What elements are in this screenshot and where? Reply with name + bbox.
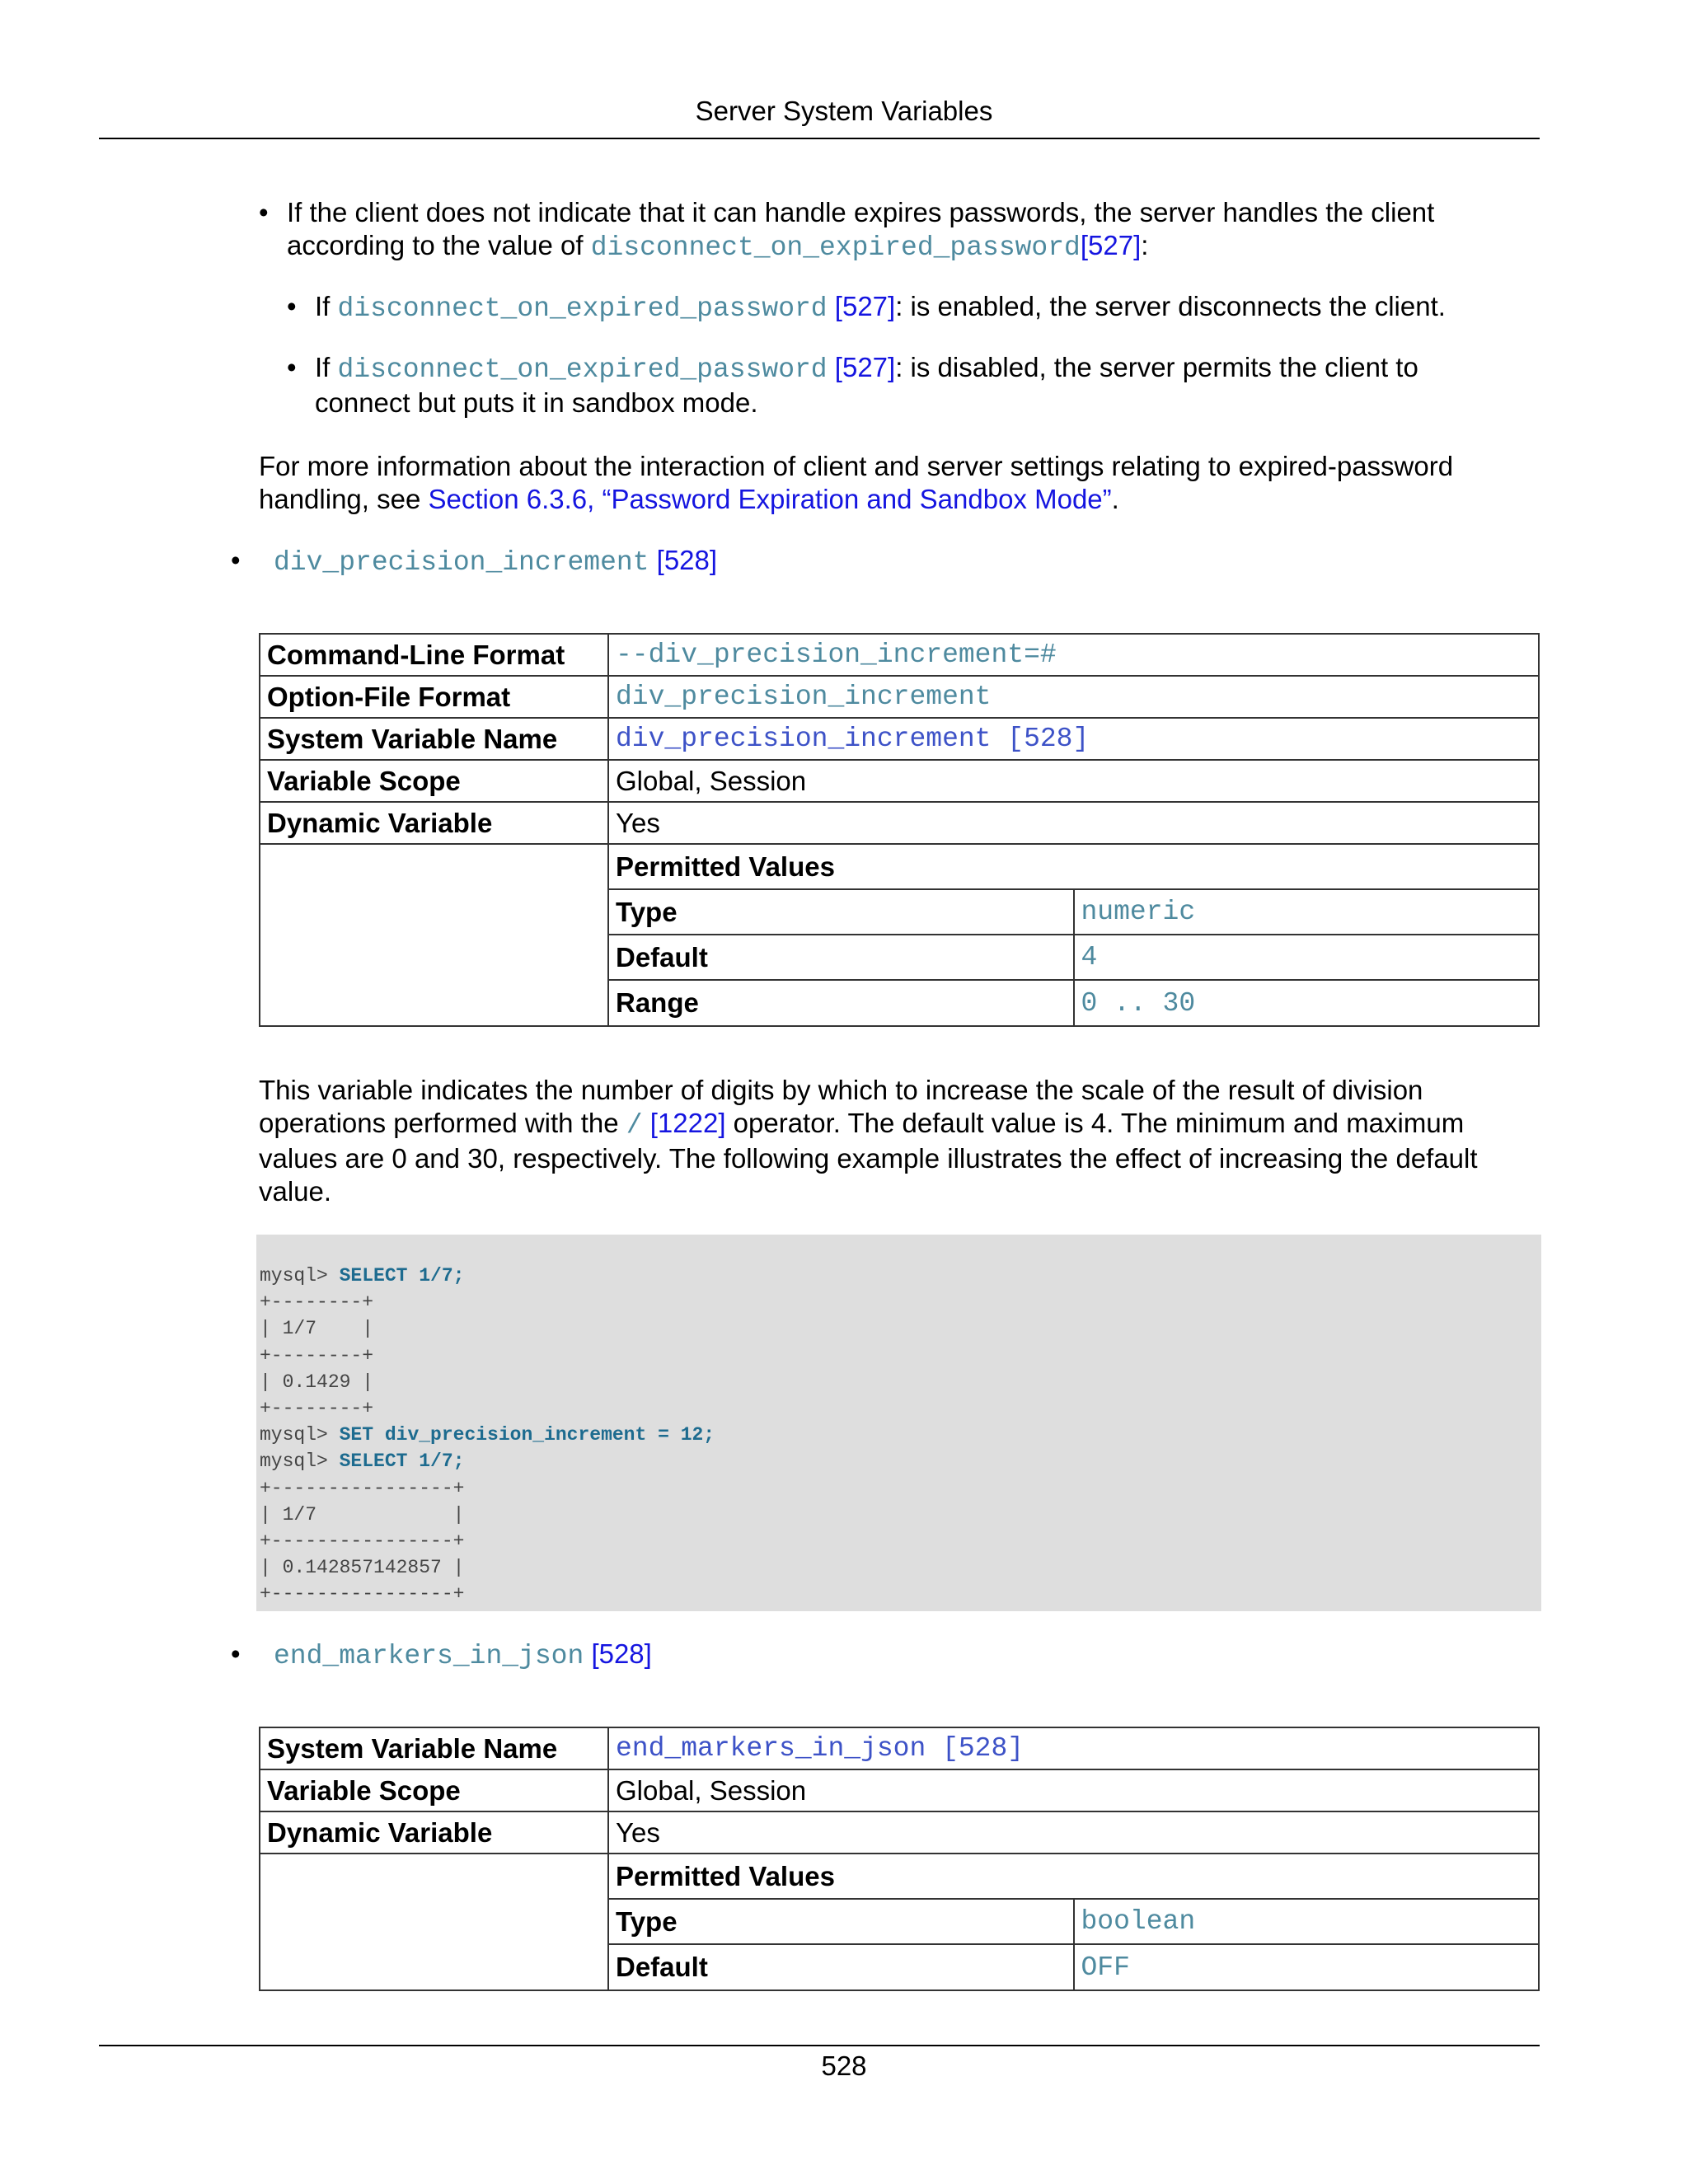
range-value: 0 .. 30 bbox=[1074, 980, 1539, 1025]
system-variable-label: System Variable Name bbox=[260, 1727, 608, 1769]
disconnect-on-expired-password-link[interactable]: disconnect_on_expired_password bbox=[337, 354, 828, 385]
table-row bbox=[260, 802, 1539, 844]
code-command: SET div_precision_increment = 12; bbox=[339, 1424, 715, 1446]
default-label: Default bbox=[609, 935, 1074, 980]
table-row bbox=[260, 676, 1539, 718]
permitted-values-cell bbox=[608, 1854, 1539, 1990]
code-prompt: mysql> bbox=[260, 1451, 340, 1473]
description-text-2: operator. The default value is 4. The minimum and maximum values are 0 and 30, respectively. The following example illustrates the effect of increasing the default value. bbox=[259, 1108, 1478, 1207]
code-line: | 0.1429 | bbox=[260, 1371, 374, 1393]
dynamic-variable-value: Yes bbox=[608, 1811, 1539, 1854]
ref-link-527[interactable]: [527] bbox=[834, 291, 896, 321]
variable-scope-value: Global, Session bbox=[608, 760, 1539, 802]
permitted-values-label: Permitted Values bbox=[609, 1854, 1538, 1899]
default-value: OFF bbox=[1074, 1944, 1539, 1990]
ref-link-1222[interactable]: [1222] bbox=[649, 1108, 726, 1138]
code-prompt: mysql> bbox=[260, 1265, 340, 1286]
empty-cell bbox=[260, 844, 608, 1026]
table-row bbox=[260, 1811, 1539, 1854]
ref-link-527[interactable]: [527] bbox=[834, 352, 896, 382]
division-operator: / bbox=[626, 1110, 643, 1141]
empty-cell bbox=[260, 1854, 608, 1990]
end-markers-properties-table bbox=[259, 1727, 1540, 1991]
bullet-marker: • bbox=[231, 1638, 241, 1669]
sub-bullet-1-text: : is enabled, the server disconnects the client. bbox=[895, 291, 1446, 321]
cmd-format-label: Command-Line Format bbox=[260, 634, 608, 676]
range-label: Range bbox=[609, 980, 1074, 1025]
div-precision-increment-link[interactable]: div_precision_increment bbox=[274, 547, 649, 578]
page-number: 528 bbox=[821, 2050, 867, 2081]
variable-scope-value: Global, Session bbox=[608, 1769, 1539, 1811]
end-markers-heading bbox=[274, 1638, 652, 1673]
code-command: SELECT 1/7; bbox=[339, 1265, 465, 1286]
code-prompt: mysql> bbox=[260, 1424, 340, 1446]
ref-link-528[interactable]: [528] bbox=[656, 545, 718, 575]
page-header: Server System Variables bbox=[695, 96, 993, 126]
code-line: +--------+ bbox=[260, 1291, 374, 1314]
intro-bullet-1: If the client does not indicate that it can handle expires passwords, the server handles the client according to the value of disconnect_on_expired_password[527]: bbox=[287, 197, 1435, 263]
dynamic-variable-value: Yes bbox=[608, 802, 1539, 844]
system-variable-link[interactable]: div_precision_increment [528] bbox=[608, 718, 1539, 760]
code-line bbox=[260, 1451, 464, 1472]
permitted-values-label: Permitted Values bbox=[609, 845, 1538, 889]
code-line: +--------+ bbox=[260, 1398, 374, 1420]
more-info-paragraph: For more information about the interaction of client and server settings relating to expired-password handling, see Section 6.3.6, “Password Expiration and Sandbox Mode”. bbox=[259, 451, 1454, 514]
div-precision-heading bbox=[274, 544, 717, 579]
intro-bullet-1-text: If the client does not indicate that it can handle expires passwords, the server handles the client according to the value of bbox=[287, 197, 1435, 260]
code-line: +--------+ bbox=[260, 1344, 374, 1366]
type-label: Type bbox=[609, 1899, 1074, 1944]
permitted-values-cell bbox=[608, 844, 1539, 1026]
table-row bbox=[260, 634, 1539, 676]
table-row bbox=[260, 760, 1539, 802]
table-row bbox=[260, 718, 1539, 760]
end-markers-in-json-link[interactable]: end_markers_in_json bbox=[274, 1641, 584, 1671]
code-line bbox=[260, 1424, 715, 1446]
table-row bbox=[260, 1727, 1539, 1769]
system-variable-link[interactable]: end_markers_in_json [528] bbox=[608, 1727, 1539, 1769]
cmd-format-value: --div_precision_increment=# bbox=[608, 634, 1539, 676]
code-line: +----------------+ bbox=[260, 1477, 465, 1499]
code-command: SELECT 1/7; bbox=[339, 1451, 465, 1473]
code-line: | 1/7 | bbox=[260, 1318, 374, 1340]
variable-scope-label: Variable Scope bbox=[260, 760, 608, 802]
sub-bullet-1 bbox=[315, 290, 1518, 326]
default-label: Default bbox=[609, 1944, 1074, 1990]
permitted-values-table bbox=[609, 845, 1538, 1025]
bullet-marker: • bbox=[287, 352, 297, 382]
type-value: numeric bbox=[1074, 889, 1539, 935]
bullet-marker: • bbox=[231, 545, 241, 575]
bullet-marker: • bbox=[259, 197, 269, 227]
dynamic-variable-label: Dynamic Variable bbox=[260, 1811, 608, 1854]
code-line bbox=[260, 1265, 464, 1286]
option-file-label: Option-File Format bbox=[260, 676, 608, 718]
footer-divider bbox=[99, 2045, 1540, 2046]
sub-bullet-2-prefix: If bbox=[315, 352, 331, 382]
div-precision-properties-table bbox=[259, 633, 1540, 1027]
default-value: 4 bbox=[1074, 935, 1539, 980]
bullet-marker: • bbox=[287, 291, 297, 321]
table-row bbox=[260, 1854, 1539, 1990]
dynamic-variable-label: Dynamic Variable bbox=[260, 802, 608, 844]
code-line: +----------------+ bbox=[260, 1583, 465, 1605]
disconnect-on-expired-password-link[interactable]: disconnect_on_expired_password bbox=[590, 232, 1081, 263]
section-6-3-6-link[interactable]: Section 6.3.6, “Password Expiration and Sandbox Mode” bbox=[428, 484, 1112, 514]
variable-scope-label: Variable Scope bbox=[260, 1769, 608, 1811]
ref-link-528[interactable]: [528] bbox=[591, 1638, 652, 1669]
header-divider bbox=[99, 138, 1540, 139]
more-info-text: For more information about the interaction of client and server settings relating to expired-password handling, see bbox=[259, 451, 1454, 514]
ref-link-527[interactable]: [527] bbox=[1080, 230, 1142, 260]
table-row bbox=[260, 844, 1539, 1026]
sub-bullet-2 bbox=[315, 351, 1477, 419]
option-file-value: div_precision_increment bbox=[608, 676, 1539, 718]
permitted-values-table bbox=[609, 1854, 1538, 1990]
system-variable-label: System Variable Name bbox=[260, 718, 608, 760]
div-precision-description bbox=[259, 1074, 1512, 1208]
description-text-1: This variable indicates the number of digits by which to increase the scale of the result of division operations performed with the bbox=[259, 1075, 1423, 1138]
code-example bbox=[256, 1235, 1541, 1611]
code-line: | 0.142857142857 | bbox=[260, 1557, 465, 1579]
type-label: Type bbox=[609, 889, 1074, 935]
sub-bullet-1-prefix: If bbox=[315, 291, 331, 321]
sub-bullet-2-text: : is disabled, the server permits the client to connect but puts it in sandbox mode. bbox=[315, 352, 1418, 418]
code-line: +----------------+ bbox=[260, 1530, 465, 1553]
type-value: boolean bbox=[1074, 1899, 1539, 1944]
disconnect-on-expired-password-link[interactable]: disconnect_on_expired_password bbox=[337, 293, 828, 324]
code-line: | 1/7 | bbox=[260, 1503, 465, 1526]
table-row bbox=[260, 1769, 1539, 1811]
